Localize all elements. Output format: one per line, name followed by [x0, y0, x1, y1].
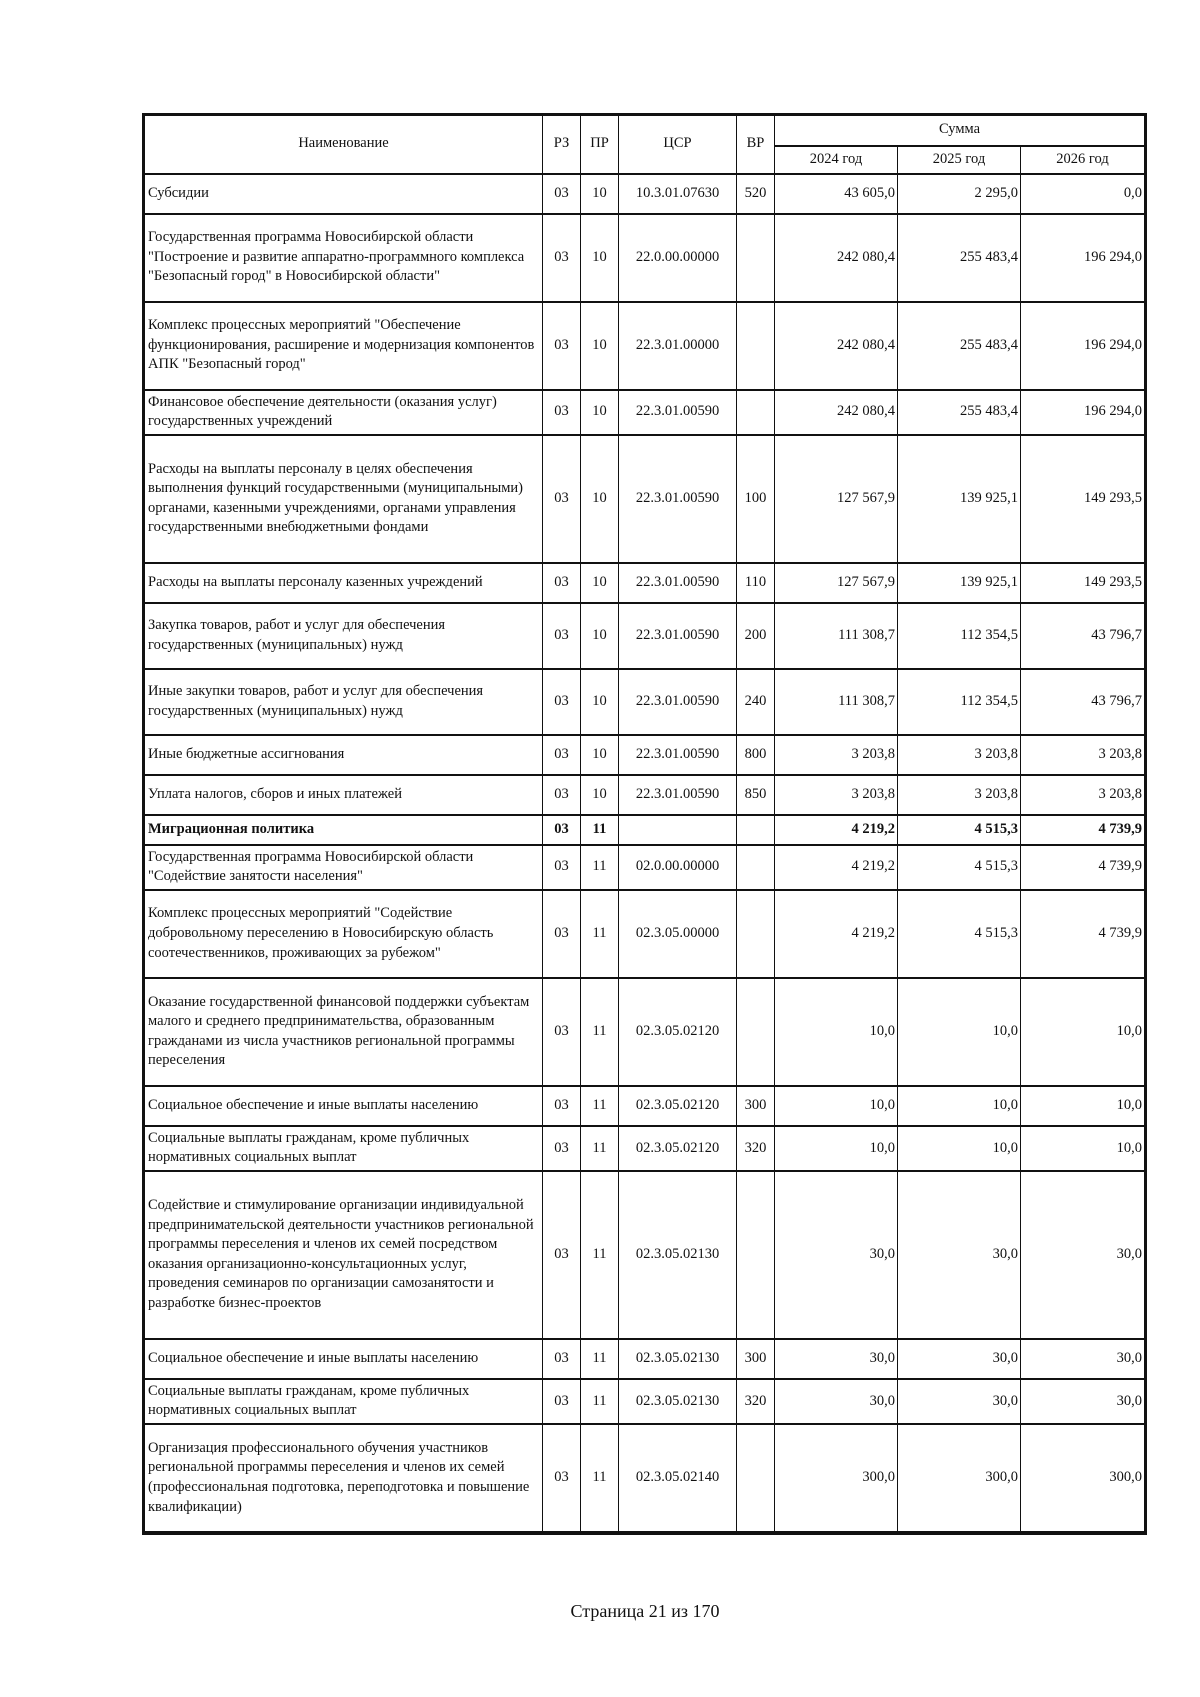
row-sum-2026: 4 739,9: [1021, 890, 1145, 978]
row-rz: 03: [543, 1424, 581, 1532]
row-rz: 03: [543, 1379, 581, 1424]
row-name: Государственная программа Новосибирской области "Содействие занятости населения": [145, 845, 543, 890]
row-csr: 22.3.01.00590: [619, 603, 737, 669]
row-vr: 240: [737, 669, 775, 735]
row-pr: 11: [581, 815, 619, 845]
row-sum-2025: 255 483,4: [898, 302, 1021, 390]
row-sum-2024: 30,0: [775, 1339, 898, 1379]
row-csr: 02.0.00.00000: [619, 845, 737, 890]
row-csr: 22.3.01.00590: [619, 775, 737, 815]
table-row: [145, 1171, 1145, 1339]
row-rz: 03: [543, 890, 581, 978]
row-csr: 02.3.05.02130: [619, 1339, 737, 1379]
row-csr: 22.0.00.00000: [619, 214, 737, 302]
row-sum-2024: 30,0: [775, 1171, 898, 1339]
table-row: [145, 302, 1145, 390]
row-pr: 10: [581, 735, 619, 775]
row-name: Миграционная политика: [145, 815, 543, 845]
table-row: [145, 735, 1145, 775]
row-sum-2026: 10,0: [1021, 1086, 1145, 1126]
row-csr: [619, 815, 737, 845]
table-row: [145, 1379, 1145, 1424]
table-row: [145, 1086, 1145, 1126]
row-vr: [737, 845, 775, 890]
header-year-2025: 2025 год: [898, 146, 1021, 174]
row-csr: 22.3.01.00000: [619, 302, 737, 390]
header-pr: ПР: [581, 116, 619, 174]
row-vr: 850: [737, 775, 775, 815]
row-sum-2025: 30,0: [898, 1379, 1021, 1424]
row-pr: 10: [581, 775, 619, 815]
row-rz: 03: [543, 775, 581, 815]
row-sum-2026: 149 293,5: [1021, 435, 1145, 563]
row-name: Социальное обеспечение и иные выплаты населению: [145, 1339, 543, 1379]
row-vr: [737, 1171, 775, 1339]
row-csr: 22.3.01.00590: [619, 435, 737, 563]
row-sum-2026: 43 796,7: [1021, 603, 1145, 669]
row-pr: 11: [581, 845, 619, 890]
row-sum-2025: 112 354,5: [898, 669, 1021, 735]
row-rz: 03: [543, 845, 581, 890]
row-sum-2026: 0,0: [1021, 174, 1145, 214]
row-sum-2026: 149 293,5: [1021, 563, 1145, 603]
row-rz: 03: [543, 214, 581, 302]
table-row: [145, 1339, 1145, 1379]
table-row: [145, 1126, 1145, 1171]
row-vr: [737, 390, 775, 435]
table-row: [145, 390, 1145, 435]
row-sum-2025: 10,0: [898, 978, 1021, 1086]
row-pr: 11: [581, 978, 619, 1086]
row-rz: 03: [543, 978, 581, 1086]
row-sum-2026: 300,0: [1021, 1424, 1145, 1532]
row-name: Иные закупки товаров, работ и услуг для обеспечения государственных (муниципальных) нужд: [145, 669, 543, 735]
row-sum-2025: 4 515,3: [898, 845, 1021, 890]
table-row: [145, 978, 1145, 1086]
row-sum-2026: 4 739,9: [1021, 845, 1145, 890]
row-csr: 02.3.05.02130: [619, 1171, 737, 1339]
row-csr: 22.3.01.00590: [619, 735, 737, 775]
row-rz: 03: [543, 1126, 581, 1171]
row-csr: 02.3.05.02130: [619, 1379, 737, 1424]
row-pr: 11: [581, 1424, 619, 1532]
row-sum-2025: 30,0: [898, 1171, 1021, 1339]
row-sum-2024: 127 567,9: [775, 435, 898, 563]
row-sum-2025: 30,0: [898, 1339, 1021, 1379]
header-rz: РЗ: [543, 116, 581, 174]
row-sum-2024: 10,0: [775, 978, 898, 1086]
row-sum-2025: 255 483,4: [898, 390, 1021, 435]
row-name: Социальные выплаты гражданам, кроме публичных нормативных социальных выплат: [145, 1126, 543, 1171]
row-pr: 10: [581, 563, 619, 603]
row-pr: 11: [581, 1171, 619, 1339]
row-rz: 03: [543, 735, 581, 775]
row-csr: 10.3.01.07630: [619, 174, 737, 214]
page-number: Страница 21 из 170: [570, 1601, 720, 1621]
row-sum-2024: 127 567,9: [775, 563, 898, 603]
row-vr: [737, 815, 775, 845]
row-name: Закупка товаров, работ и услуг для обеспечения государственных (муниципальных) нужд: [145, 603, 543, 669]
row-sum-2024: 4 219,2: [775, 815, 898, 845]
row-pr: 11: [581, 890, 619, 978]
row-sum-2025: 10,0: [898, 1126, 1021, 1171]
table-row: [145, 890, 1145, 978]
table-row: [145, 603, 1145, 669]
row-name: Организация профессионального обучения участников региональной программы переселения и членов их семей (профессиональная подготовка, переподготовка и повышение квалификации): [145, 1424, 543, 1532]
row-pr: 10: [581, 214, 619, 302]
row-pr: 11: [581, 1086, 619, 1126]
row-sum-2024: 242 080,4: [775, 214, 898, 302]
row-sum-2026: 30,0: [1021, 1339, 1145, 1379]
row-rz: 03: [543, 603, 581, 669]
row-sum-2026: 3 203,8: [1021, 735, 1145, 775]
row-name: Субсидии: [145, 174, 543, 214]
row-name: Иные бюджетные ассигнования: [145, 735, 543, 775]
row-pr: 10: [581, 390, 619, 435]
row-sum-2024: 4 219,2: [775, 845, 898, 890]
table-header: [145, 116, 1145, 174]
row-vr: [737, 978, 775, 1086]
table-body: [145, 174, 1145, 1533]
row-csr: 22.3.01.00590: [619, 390, 737, 435]
row-sum-2024: 10,0: [775, 1086, 898, 1126]
table-row: [145, 174, 1145, 214]
row-name: Социальное обеспечение и иные выплаты населению: [145, 1086, 543, 1126]
row-vr: [737, 302, 775, 390]
row-sum-2024: 10,0: [775, 1126, 898, 1171]
row-vr: [737, 1424, 775, 1532]
row-sum-2024: 111 308,7: [775, 669, 898, 735]
row-sum-2025: 4 515,3: [898, 890, 1021, 978]
row-sum-2026: 30,0: [1021, 1171, 1145, 1339]
row-vr: 800: [737, 735, 775, 775]
row-sum-2026: 30,0: [1021, 1379, 1145, 1424]
row-name: Расходы на выплаты персоналу казенных учреждений: [145, 563, 543, 603]
row-rz: 03: [543, 435, 581, 563]
row-pr: 10: [581, 669, 619, 735]
row-name: Содействие и стимулирование организации индивидуальной предпринимательской деятельности участников региональной программы переселения и членов их семей посредством оказания организационно-консультационных услуг, проведения семинаров по организации самозанятости и разработке бизнес-проектов: [145, 1171, 543, 1339]
row-pr: 10: [581, 174, 619, 214]
row-sum-2024: 3 203,8: [775, 735, 898, 775]
row-sum-2025: 255 483,4: [898, 214, 1021, 302]
row-sum-2024: 111 308,7: [775, 603, 898, 669]
header-sum: Сумма: [775, 116, 1145, 146]
row-name: Социальные выплаты гражданам, кроме публичных нормативных социальных выплат: [145, 1379, 543, 1424]
row-sum-2025: 112 354,5: [898, 603, 1021, 669]
row-sum-2025: 139 925,1: [898, 435, 1021, 563]
row-vr: 200: [737, 603, 775, 669]
header-name: Наименование: [145, 116, 543, 174]
row-csr: 02.3.05.02140: [619, 1424, 737, 1532]
table-row: [145, 1424, 1145, 1532]
row-rz: 03: [543, 563, 581, 603]
row-sum-2025: 4 515,3: [898, 815, 1021, 845]
row-name: Комплекс процессных мероприятий "Обеспечение функционирования, расширение и модернизация компонентов АПК "Безопасный город": [145, 302, 543, 390]
row-rz: 03: [543, 1171, 581, 1339]
table-row: [145, 845, 1145, 890]
row-vr: [737, 890, 775, 978]
row-pr: 11: [581, 1379, 619, 1424]
row-sum-2025: 139 925,1: [898, 563, 1021, 603]
header-year-2024: 2024 год: [775, 146, 898, 174]
row-rz: 03: [543, 815, 581, 845]
row-sum-2026: 196 294,0: [1021, 214, 1145, 302]
row-rz: 03: [543, 390, 581, 435]
row-sum-2025: 10,0: [898, 1086, 1021, 1126]
row-sum-2025: 2 295,0: [898, 174, 1021, 214]
row-rz: 03: [543, 1339, 581, 1379]
table-row: [145, 669, 1145, 735]
row-sum-2026: 43 796,7: [1021, 669, 1145, 735]
row-sum-2026: 196 294,0: [1021, 302, 1145, 390]
row-rz: 03: [543, 669, 581, 735]
row-pr: 10: [581, 603, 619, 669]
row-rz: 03: [543, 302, 581, 390]
row-vr: [737, 214, 775, 302]
row-vr: 320: [737, 1126, 775, 1171]
row-sum-2024: 4 219,2: [775, 890, 898, 978]
row-sum-2024: 242 080,4: [775, 390, 898, 435]
table-row: [145, 435, 1145, 563]
table-row: [145, 815, 1145, 845]
row-sum-2026: 10,0: [1021, 978, 1145, 1086]
row-name: Финансовое обеспечение деятельности (оказания услуг) государственных учреждений: [145, 390, 543, 435]
header-csr: ЦСР: [619, 116, 737, 174]
row-rz: 03: [543, 1086, 581, 1126]
row-csr: 02.3.05.02120: [619, 1126, 737, 1171]
row-vr: 100: [737, 435, 775, 563]
row-csr: 02.3.05.00000: [619, 890, 737, 978]
row-vr: 110: [737, 563, 775, 603]
budget-table: [144, 115, 1145, 1533]
row-pr: 11: [581, 1339, 619, 1379]
table-row: [145, 214, 1145, 302]
row-csr: 02.3.05.02120: [619, 1086, 737, 1126]
row-sum-2024: 3 203,8: [775, 775, 898, 815]
row-pr: 11: [581, 1126, 619, 1171]
row-csr: 22.3.01.00590: [619, 669, 737, 735]
row-name: Расходы на выплаты персоналу в целях обеспечения выполнения функций государственными (муниципальными) органами, казенными учреждениями, органами управления государственными внебюджетными фондами: [145, 435, 543, 563]
table-row: [145, 563, 1145, 603]
row-vr: 300: [737, 1339, 775, 1379]
row-vr: 300: [737, 1086, 775, 1126]
row-vr: 320: [737, 1379, 775, 1424]
header-year-2026: 2026 год: [1021, 146, 1145, 174]
table-row: [145, 775, 1145, 815]
row-sum-2026: 3 203,8: [1021, 775, 1145, 815]
header-vr: ВР: [737, 116, 775, 174]
row-sum-2026: 4 739,9: [1021, 815, 1145, 845]
row-sum-2026: 10,0: [1021, 1126, 1145, 1171]
row-pr: 10: [581, 302, 619, 390]
row-name: Оказание государственной финансовой поддержки субъектам малого и среднего предпринимательства, образованным гражданами из числа участников региональной программы переселения: [145, 978, 543, 1086]
row-sum-2025: 3 203,8: [898, 775, 1021, 815]
row-sum-2024: 300,0: [775, 1424, 898, 1532]
row-sum-2025: 3 203,8: [898, 735, 1021, 775]
row-csr: 02.3.05.02120: [619, 978, 737, 1086]
row-vr: 520: [737, 174, 775, 214]
row-sum-2024: 30,0: [775, 1379, 898, 1424]
row-csr: 22.3.01.00590: [619, 563, 737, 603]
row-sum-2026: 196 294,0: [1021, 390, 1145, 435]
row-sum-2024: 43 605,0: [775, 174, 898, 214]
row-name: Государственная программа Новосибирской области "Построение и развитие аппаратно-программного комплекса "Безопасный город" в Новосибирской области": [145, 214, 543, 302]
row-sum-2025: 300,0: [898, 1424, 1021, 1532]
row-name: Комплекс процессных мероприятий "Содействие добровольному переселению в Новосибирскую область соотечественников, проживающих за рубежом": [145, 890, 543, 978]
row-rz: 03: [543, 174, 581, 214]
row-name: Уплата налогов, сборов и иных платежей: [145, 775, 543, 815]
row-sum-2024: 242 080,4: [775, 302, 898, 390]
row-pr: 10: [581, 435, 619, 563]
